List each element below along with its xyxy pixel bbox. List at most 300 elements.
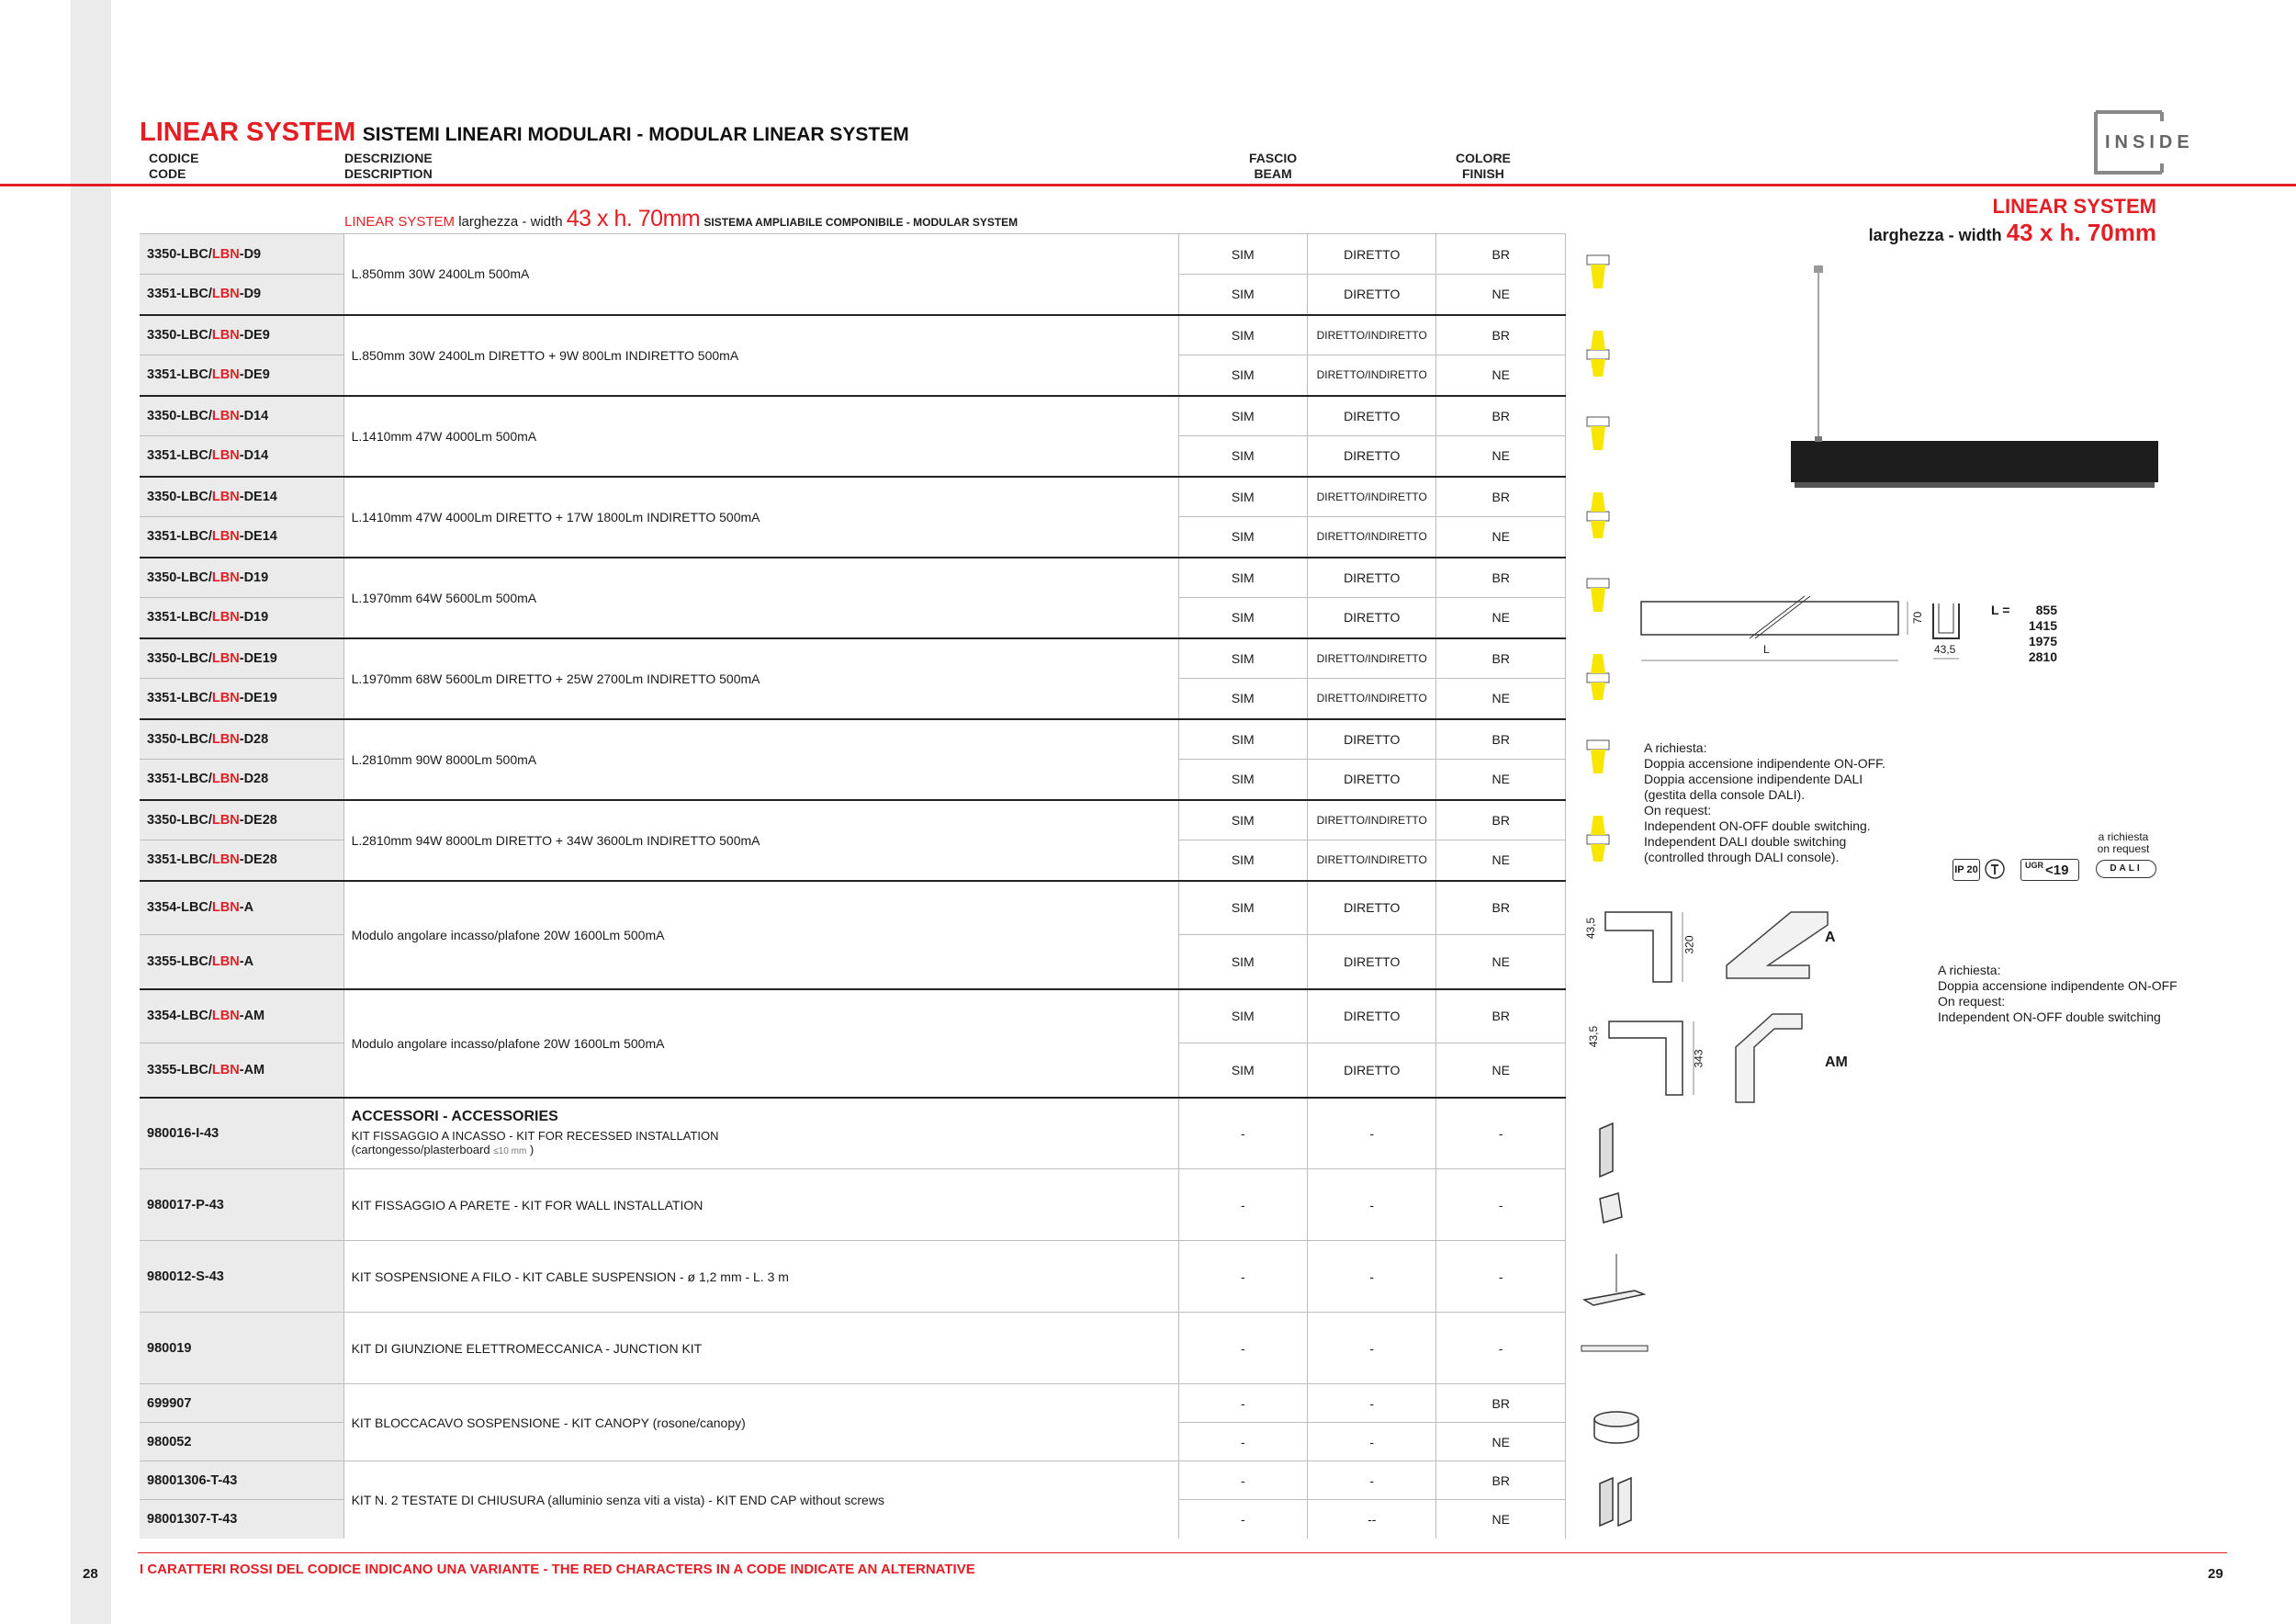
product-code [140, 275, 343, 315]
code-variant: LBN [211, 246, 240, 262]
cell-finish: NE [1436, 1500, 1566, 1539]
cell-sim: - [1178, 1384, 1307, 1423]
cell-finish: NE [1436, 598, 1566, 638]
note-en-4: (controlled through DALI console). [1644, 850, 1840, 864]
cell-sim: SIM [1178, 840, 1307, 881]
cell-beam: - [1308, 1169, 1436, 1241]
product-description: Modulo angolare incasso/plafone 20W 1600Lm 500mA [343, 881, 1178, 989]
dali-icon: DALI [2096, 860, 2156, 878]
accessory-code: 98001306-T-43 [140, 1461, 343, 1500]
code-part: 3354-LBC/ [147, 1009, 212, 1024]
product-code [140, 234, 343, 275]
code-part: -DE19 [239, 691, 277, 706]
cell-beam: DIRETTO [1308, 1043, 1436, 1098]
on-request-en: on request [2097, 842, 2150, 855]
table-row [140, 558, 1566, 598]
col-desc-header [344, 151, 433, 182]
footer-divider [138, 1552, 2227, 1553]
page-number-left: 28 [83, 1566, 98, 1582]
accessory-code: 980017-P-43 [140, 1169, 343, 1241]
angle-am-label: AM [1825, 1054, 1848, 1070]
cell-finish: BR [1436, 315, 1566, 355]
acc-desc2: (cartongesso/plasterboard [351, 1142, 490, 1156]
product-code [140, 989, 343, 1043]
col-desc-en: DESCRIPTION [344, 166, 433, 181]
product-code [140, 719, 343, 760]
code-variant: LBN [211, 1009, 240, 1024]
cell-sim: SIM [1178, 800, 1307, 840]
code-part: -DE14 [239, 489, 277, 504]
accessory-code: 699907 [140, 1384, 343, 1423]
recessed-kit-icon [1600, 1123, 1613, 1177]
angle-a-label: A [1825, 930, 1836, 945]
cell-sim: - [1178, 1098, 1307, 1169]
length-label [1991, 603, 2009, 618]
cell-sim: SIM [1178, 315, 1307, 355]
code-part: 3351-LBC/ [147, 610, 212, 626]
product-code [140, 355, 343, 396]
accessory-drawings [1580, 1116, 1690, 1557]
code-part: 3351-LBC/ [147, 367, 212, 383]
cell-finish: NE [1436, 1043, 1566, 1098]
code-part: -D19 [239, 570, 269, 585]
ugr-label: UGR [2025, 861, 2043, 870]
cell-beam: - [1308, 1461, 1436, 1500]
cell-beam: DIRETTO [1308, 275, 1436, 315]
col-beam-en: BEAM [1254, 166, 1292, 181]
notes-main [1644, 740, 1885, 865]
code-part: -D28 [239, 772, 269, 787]
cell-finish: BR [1436, 800, 1566, 840]
cell-finish: BR [1436, 638, 1566, 679]
code-part: -AM [239, 1062, 265, 1077]
direct-beam-icon [1584, 566, 1612, 630]
cell-finish: - [1436, 1098, 1566, 1169]
table-row [140, 396, 1566, 436]
direct-beam-icon [1584, 404, 1612, 468]
cell-finish: BR [1436, 477, 1566, 517]
product-code [140, 517, 343, 558]
cell-sim: - [1178, 1241, 1307, 1313]
header-divider [0, 184, 2296, 186]
code-part: -A [239, 900, 254, 916]
right-title [1869, 195, 2156, 247]
ugr-icon [2020, 859, 2079, 881]
page-title [140, 118, 909, 148]
length-0: 855 [2035, 603, 2057, 617]
product-code [140, 800, 343, 840]
cell-beam: - [1308, 1241, 1436, 1313]
cell-sim: SIM [1178, 935, 1307, 989]
accessory-description: KIT SOSPENSIONE A FILO - KIT CABLE SUSPENSION - ø 1,2 mm - L. 3 m [343, 1241, 1178, 1313]
cell-finish: NE [1436, 436, 1566, 477]
code-variant: LBN [211, 489, 240, 504]
junction-kit-icon [1581, 1346, 1648, 1351]
cell-sim: SIM [1178, 1043, 1307, 1098]
table-row [140, 1313, 1566, 1384]
col-finish-header [1456, 151, 1511, 182]
col-code-it: CODICE [149, 151, 199, 165]
product-code [140, 679, 343, 719]
code-part: -AM [239, 1009, 265, 1024]
cell-sim: SIM [1178, 234, 1307, 275]
cell-beam: DIRETTO [1308, 598, 1436, 638]
col-beam-header [1249, 151, 1297, 182]
direct-indirect-beam-icon [1584, 323, 1612, 388]
code-variant: LBN [211, 529, 240, 545]
cell-sim: SIM [1178, 558, 1307, 598]
cell-beam: DIRETTO/INDIRETTO [1308, 517, 1436, 558]
table-row [140, 1169, 1566, 1241]
code-part: 3354-LBC/ [147, 900, 212, 916]
table-row [140, 989, 1566, 1043]
acc-desc4: ) [529, 1142, 535, 1156]
accessory-description: KIT BLOCCACAVO SOSPENSIONE - KIT CANOPY (rosone/canopy) [343, 1384, 1178, 1461]
right-title-name: LINEAR SYSTEM [1992, 195, 2156, 218]
table-row [140, 881, 1566, 935]
table-row [140, 477, 1566, 517]
length-3: 2810 [2028, 649, 2057, 664]
cell-beam: DIRETTO [1308, 396, 1436, 436]
angle-note-en-2: Independent ON-OFF double switching [1938, 1009, 2161, 1024]
table-row [140, 800, 1566, 840]
dim-w: 43,5 [1934, 643, 1956, 656]
cell-beam: DIRETTO [1308, 881, 1436, 935]
cell-sim: - [1178, 1423, 1307, 1461]
product-description: L.1970mm 68W 5600Lm DIRETTO + 25W 2700Lm INDIRETTO 500mA [343, 638, 1178, 719]
table-row [140, 1461, 1566, 1500]
angle-am-h: 343 [1692, 1049, 1705, 1068]
length-1: 1415 [2028, 618, 2057, 633]
end-cap-icon [1600, 1478, 1613, 1526]
dim-l: L [1763, 643, 1770, 656]
right-title-sub [1868, 219, 2156, 246]
table-row [140, 234, 1566, 275]
product-code [140, 638, 343, 679]
right-title-label: larghezza - width [1868, 226, 2002, 244]
code-variant: LBN [211, 650, 240, 666]
code-part: -DE28 [239, 852, 277, 868]
cell-sim: SIM [1178, 679, 1307, 719]
angle-note-en-1: On request: [1938, 994, 2006, 1009]
cell-finish: BR [1436, 558, 1566, 598]
col-code-en: CODE [149, 166, 186, 181]
product-description: L.2810mm 94W 8000Lm DIRETTO + 34W 3600Lm INDIRETTO 500mA [343, 800, 1178, 881]
cell-sim: SIM [1178, 477, 1307, 517]
code-part: 3351-LBC/ [147, 529, 212, 545]
table-row [140, 315, 1566, 355]
accessory-code: 98001307-T-43 [140, 1500, 343, 1539]
angle-am-w: 43,5 [1587, 1025, 1601, 1048]
cell-sim: SIM [1178, 719, 1307, 760]
accessory-code: 980019 [140, 1313, 343, 1384]
cell-finish: BR [1436, 881, 1566, 935]
note-en-2: Independent ON-OFF double switching. [1644, 818, 1871, 833]
code-part: -D14 [239, 448, 269, 464]
canopy-icon [1594, 1412, 1638, 1427]
code-part: -DE19 [239, 650, 277, 666]
cell-finish: NE [1436, 355, 1566, 396]
cell-beam: DIRETTO [1308, 989, 1436, 1043]
cell-sim: SIM [1178, 436, 1307, 477]
cell-finish: BR [1436, 396, 1566, 436]
wall-kit-icon [1600, 1193, 1622, 1223]
length-2: 1975 [2028, 634, 2057, 648]
cell-beam: DIRETTO/INDIRETTO [1308, 800, 1436, 840]
accessory-desc-line [352, 1143, 1171, 1158]
on-request-label [2087, 831, 2160, 855]
code-variant: LBN [211, 953, 240, 969]
dim-l-eq: L = [1991, 603, 2010, 617]
logo-text: INSIDE [2105, 132, 2194, 152]
note-en-3: Independent DALI double switching [1644, 834, 1847, 849]
family-modular: SISTEMA AMPLIABILE COMPONIBILE - MODULAR SYSTEM [703, 216, 1019, 229]
brand-logo [2092, 110, 2195, 175]
cell-finish: BR [1436, 1384, 1566, 1423]
dim-h: 70 [1911, 611, 1925, 625]
accessory-desc-line: KIT FISSAGGIO A INCASSO - KIT FOR RECESSED INSTALLATION [351, 1128, 719, 1143]
product-description: L.850mm 30W 2400Lm 500mA [343, 234, 1178, 315]
code-part: 3350-LBC/ [147, 408, 212, 423]
cell-beam: DIRETTO/INDIRETTO [1308, 477, 1436, 517]
code-variant: LBN [211, 448, 240, 464]
cell-beam: -- [1308, 1500, 1436, 1539]
direct-beam-icon [1584, 242, 1612, 307]
thermal-icon [1984, 858, 2006, 880]
cell-beam: - [1308, 1384, 1436, 1423]
cell-sim: SIM [1178, 396, 1307, 436]
cell-beam: - [1308, 1313, 1436, 1384]
family-label: larghezza - width [458, 214, 563, 230]
cell-finish: BR [1436, 719, 1566, 760]
cell-finish: NE [1436, 1423, 1566, 1461]
cell-beam: DIRETTO [1308, 719, 1436, 760]
suspended-lamp-drawing [1782, 262, 2158, 510]
code-part: 3351-LBC/ [147, 852, 212, 868]
notes-angle [1938, 963, 2178, 1025]
ugr-value: <19 [2045, 863, 2069, 878]
accessories-heading: ACCESSORI - ACCESSORIES [351, 1108, 558, 1124]
cell-beam: DIRETTO/INDIRETTO [1308, 840, 1436, 881]
code-part: -DE9 [239, 327, 270, 343]
code-part: 3351-LBC/ [147, 287, 212, 302]
note-it-2: Doppia accensione indipendente ON-OFF. [1644, 756, 1886, 771]
cell-sim: SIM [1178, 989, 1307, 1043]
profile-drawing [1639, 592, 1970, 666]
code-part: -D14 [239, 408, 269, 423]
cable-kit-icon [1584, 1291, 1644, 1305]
page-gutter [71, 0, 111, 1624]
code-variant: LBN [211, 731, 240, 747]
col-beam-it: FASCIO [1249, 151, 1298, 165]
angle-a-w: 43,5 [1584, 917, 1598, 940]
direct-beam-icon [1584, 727, 1612, 792]
cell-finish: - [1436, 1313, 1566, 1384]
cell-beam: DIRETTO/INDIRETTO [1308, 679, 1436, 719]
code-variant: LBN [211, 772, 240, 787]
cell-sim: SIM [1178, 760, 1307, 800]
code-variant: LBN [211, 570, 240, 585]
code-part: 3351-LBC/ [147, 691, 212, 706]
product-code [140, 881, 343, 935]
table-row [140, 1241, 1566, 1313]
product-code [140, 558, 343, 598]
cell-sim: SIM [1178, 598, 1307, 638]
angle-note-it-1: A richiesta: [1938, 963, 2001, 977]
note-it-3: Doppia accensione indipendente DALI [1644, 772, 1863, 786]
code-part: 3351-LBC/ [147, 448, 212, 464]
title-main: LINEAR SYSTEM [140, 118, 356, 147]
product-code [140, 436, 343, 477]
beam-icons [1584, 233, 1612, 895]
accessory-description: KIT DI GIUNZIONE ELETTROMECCANICA - JUNCTION KIT [343, 1313, 1178, 1384]
cell-beam: DIRETTO [1308, 760, 1436, 800]
direct-indirect-beam-icon [1584, 485, 1612, 549]
cell-finish: NE [1436, 679, 1566, 719]
family-line [344, 206, 1018, 232]
cell-beam: DIRETTO/INDIRETTO [1308, 315, 1436, 355]
code-variant: LBN [211, 812, 240, 828]
cell-sim: - [1178, 1313, 1307, 1384]
col-code-header [149, 151, 198, 182]
accessory-description [343, 1098, 1178, 1169]
cell-finish: NE [1436, 840, 1566, 881]
code-part: 3350-LBC/ [147, 650, 212, 666]
code-variant: LBN [211, 1062, 240, 1077]
footer-note: I CARATTERI ROSSI DEL CODICE INDICANO UNA VARIANTE - THE RED CHARACTERS IN A CODE INDICATE AN ALTERNATIVE [140, 1562, 975, 1577]
code-part: 3355-LBC/ [147, 1062, 212, 1077]
length-list [2017, 603, 2057, 665]
code-variant: LBN [211, 287, 240, 302]
cell-sim: - [1178, 1500, 1307, 1539]
code-variant: LBN [211, 852, 240, 868]
cell-sim: - [1178, 1461, 1307, 1500]
code-variant: LBN [211, 367, 240, 383]
accessory-code: 980052 [140, 1423, 343, 1461]
product-code [140, 840, 343, 881]
code-part: 3355-LBC/ [147, 953, 212, 969]
col-finish-it: COLORE [1456, 151, 1511, 165]
code-part: 3350-LBC/ [147, 570, 212, 585]
cell-finish: NE [1436, 517, 1566, 558]
code-part: 3351-LBC/ [147, 772, 212, 787]
direct-indirect-beam-icon [1584, 647, 1612, 711]
angle-a-h: 320 [1683, 935, 1696, 954]
note-it-1: A richiesta: [1644, 740, 1707, 755]
code-part: -D28 [239, 731, 269, 747]
cell-finish: - [1436, 1241, 1566, 1313]
code-part: -D19 [239, 610, 269, 626]
cell-sim: SIM [1178, 881, 1307, 935]
product-code [140, 315, 343, 355]
table-row [140, 638, 1566, 679]
product-code [140, 760, 343, 800]
table-row [140, 1384, 1566, 1423]
product-description: L.2810mm 90W 8000Lm 500mA [343, 719, 1178, 800]
cell-sim: SIM [1178, 355, 1307, 396]
page-number-right: 29 [2208, 1566, 2223, 1582]
cell-finish: BR [1436, 234, 1566, 275]
product-description: L.850mm 30W 2400Lm DIRETTO + 9W 800Lm INDIRETTO 500mA [343, 315, 1178, 396]
code-part: 3350-LBC/ [147, 731, 212, 747]
product-code [140, 935, 343, 989]
table-row [140, 719, 1566, 760]
code-part: -DE9 [239, 367, 270, 383]
title-sub: SISTEMI LINEARI MODULARI - MODULAR LINEAR SYSTEM [362, 124, 909, 145]
cell-finish: BR [1436, 989, 1566, 1043]
code-variant: LBN [211, 691, 240, 706]
cell-beam: - [1308, 1098, 1436, 1169]
code-part: 3350-LBC/ [147, 812, 212, 828]
family-size: 43 x h. 70mm [566, 206, 701, 231]
code-part: 3350-LBC/ [147, 489, 212, 504]
acc-desc3: ≤10 mm [493, 1145, 527, 1156]
col-finish-en: FINISH [1462, 166, 1504, 181]
cell-beam: DIRETTO/INDIRETTO [1308, 638, 1436, 679]
cell-sim: SIM [1178, 275, 1307, 315]
cell-beam: DIRETTO/INDIRETTO [1308, 355, 1436, 396]
cell-finish: - [1436, 1169, 1566, 1241]
accessory-code: 980016-I-43 [140, 1098, 343, 1169]
product-description: Modulo angolare incasso/plafone 20W 1600Lm 500mA [343, 989, 1178, 1098]
cell-finish: NE [1436, 935, 1566, 989]
product-code [140, 396, 343, 436]
cell-beam: DIRETTO [1308, 558, 1436, 598]
cell-sim: - [1178, 1169, 1307, 1241]
right-title-size: 43 x h. 70mm [2006, 219, 2156, 246]
cell-sim: SIM [1178, 517, 1307, 558]
code-variant: LBN [211, 900, 240, 916]
direct-indirect-beam-icon [1584, 808, 1612, 873]
code-variant: LBN [211, 327, 240, 343]
cell-sim: SIM [1178, 638, 1307, 679]
cell-beam: DIRETTO [1308, 935, 1436, 989]
code-variant: LBN [211, 610, 240, 626]
cell-beam: DIRETTO [1308, 436, 1436, 477]
product-code [140, 598, 343, 638]
product-description: L.1410mm 47W 4000Lm DIRETTO + 17W 1800Lm INDIRETTO 500mA [343, 477, 1178, 558]
product-description: L.1410mm 47W 4000Lm 500mA [343, 396, 1178, 477]
ip20-icon: IP 20 [1953, 859, 1980, 881]
table-row [140, 1098, 1566, 1169]
code-part: -D9 [239, 246, 262, 262]
accessory-code: 980012-S-43 [140, 1241, 343, 1313]
cell-finish: NE [1436, 760, 1566, 800]
code-part: -DE14 [239, 529, 277, 545]
angle-note-it-2: Doppia accensione indipendente ON-OFF [1938, 978, 2178, 993]
col-desc-it: DESCRIZIONE [344, 151, 433, 165]
code-part: 3350-LBC/ [147, 327, 212, 343]
note-it-4: (gestita della console DALI). [1644, 787, 1806, 802]
angle-am-drawing [1580, 1010, 1855, 1111]
cell-beam: DIRETTO [1308, 234, 1436, 275]
on-request-it: a richiesta [2098, 830, 2149, 843]
angle-a-drawing [1580, 905, 1855, 997]
cell-finish: BR [1436, 1461, 1566, 1500]
accessory-description: KIT N. 2 TESTATE DI CHIUSURA (alluminio senza viti a vista) - KIT END CAP without screws [343, 1461, 1178, 1539]
family-name: LINEAR SYSTEM [344, 214, 456, 230]
accessory-description: KIT FISSAGGIO A PARETE - KIT FOR WALL INSTALLATION [343, 1169, 1178, 1241]
product-description: L.1970mm 64W 5600Lm 500mA [343, 558, 1178, 638]
cell-finish: NE [1436, 275, 1566, 315]
cell-beam: - [1308, 1423, 1436, 1461]
product-table [140, 233, 1566, 1539]
product-code [140, 477, 343, 517]
product-code [140, 1043, 343, 1098]
note-en-1: On request: [1644, 803, 1712, 818]
code-part: -DE28 [239, 812, 277, 828]
code-variant: LBN [211, 408, 240, 423]
